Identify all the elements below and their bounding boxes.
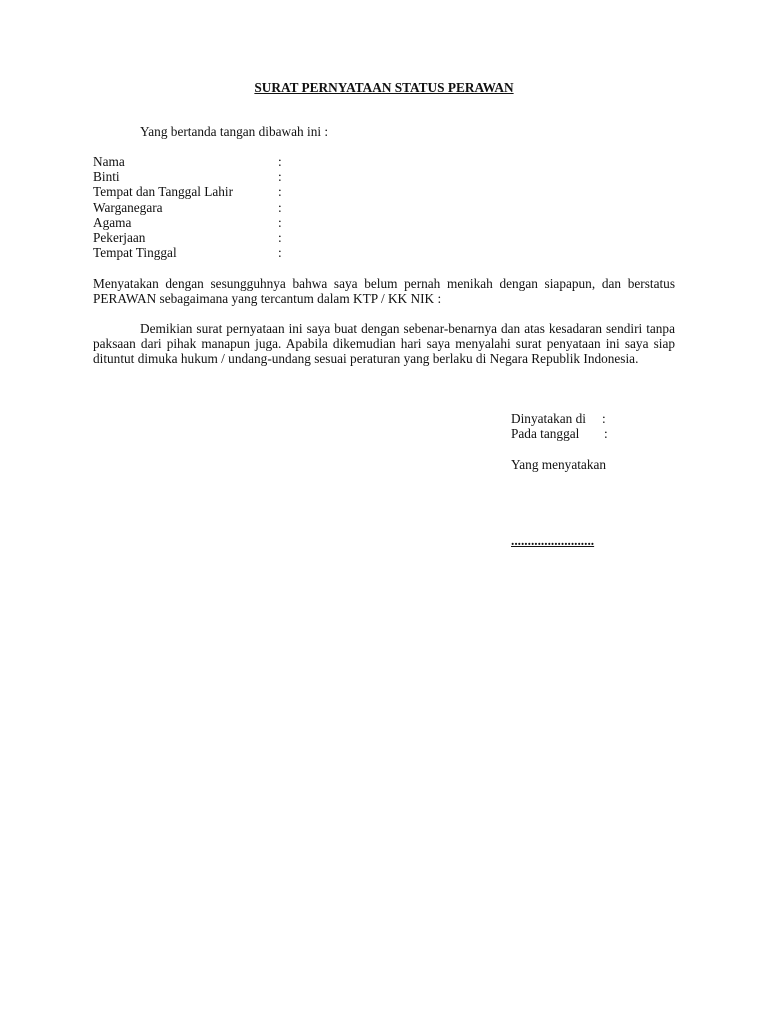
field-tempat-tinggal: [93, 245, 393, 260]
field-pekerjaan: [93, 230, 393, 245]
date-label: Pada tanggal: [511, 426, 580, 442]
signer-label: Yang menyatakan: [511, 457, 607, 472]
field-colon: :: [278, 184, 282, 200]
field-nama: [93, 154, 393, 169]
field-label: Binti: [93, 169, 120, 185]
identity-fields: [93, 154, 393, 260]
field-binti: [93, 169, 393, 184]
place-colon: :: [602, 411, 606, 426]
place-label: Dinyatakan di: [511, 411, 586, 426]
closing-paragraph: Demikian surat pernyataan ini saya buat dengan sebenar-benarnya dan atas kesadaran sendiri tanpa paksaan dari pihak manapun juga. Apabila dikemudian hari saya menyalahi surat penyataan ini saya siap dituntut dimuka hukum / undang-undang sesuai peraturan yang berlaku di Negara Republik Indonesia.: [93, 321, 675, 367]
field-tempat-tanggal-lahir: [93, 184, 393, 199]
signature-line: .........................: [511, 533, 595, 548]
field-label: Pekerjaan: [93, 229, 146, 245]
field-colon: :: [278, 245, 282, 261]
date-row: [511, 426, 671, 441]
statement-paragraph: Menyatakan dengan sesungguhnya bahwa saya belum pernah menikah dengan siapapun, dan berstatus PERAWAN sebagaimana yang tercantum dalam KTP / KK NIK :: [93, 276, 675, 307]
date-colon: :: [604, 426, 608, 442]
field-label: Tempat dan Tanggal Lahir: [93, 184, 234, 200]
field-label: Nama: [93, 154, 125, 169]
field-colon: :: [278, 199, 282, 215]
field-label: Tempat Tinggal: [93, 245, 177, 261]
field-warganegara: [93, 200, 393, 215]
field-label: Agama: [93, 214, 132, 230]
field-colon: :: [278, 169, 282, 185]
intro-text: Yang bertanda tangan dibawah ini :: [140, 124, 329, 139]
field-colon: :: [278, 154, 282, 169]
field-colon: :: [278, 214, 282, 230]
place-row: [511, 411, 671, 426]
field-agama: [93, 215, 393, 230]
signature-place-date: [511, 411, 671, 441]
field-label: Warganegara: [93, 199, 163, 215]
document-title: SURAT PERNYATAAN STATUS PERAWAN: [254, 80, 514, 95]
field-colon: :: [278, 229, 282, 245]
